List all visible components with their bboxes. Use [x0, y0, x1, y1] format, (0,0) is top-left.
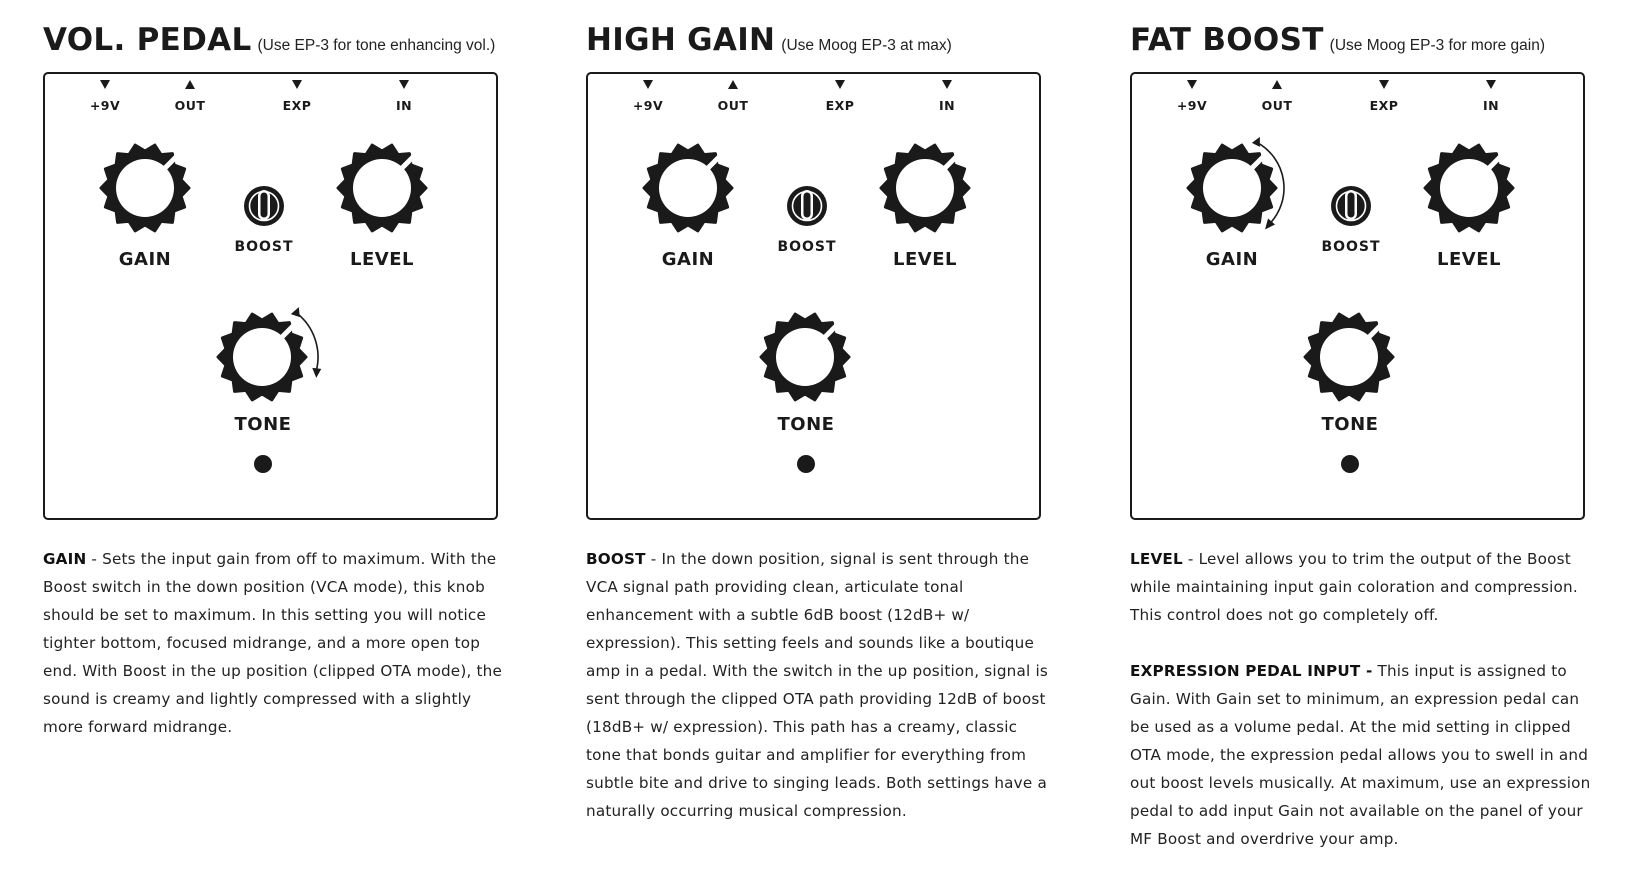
tone-knob[interactable] — [761, 314, 849, 400]
gain-knob[interactable] — [101, 145, 189, 231]
pedal-panel — [1130, 72, 1585, 520]
down-arrow-icon — [643, 80, 653, 89]
tone-knob[interactable] — [1305, 314, 1393, 400]
up-arrow-icon — [185, 80, 195, 89]
tone-knob[interactable] — [218, 314, 306, 400]
boost-toggle-switch[interactable] — [1331, 186, 1371, 226]
panel-description — [586, 545, 1056, 825]
down-arrow-icon — [399, 80, 409, 89]
description-paragraph — [1130, 545, 1600, 629]
description-lead: GAIN — [43, 550, 87, 568]
panel-subtitle: (Use Moog EP-3 at max) — [781, 37, 952, 54]
pedal-graphic — [1132, 74, 1587, 522]
jack-label-exp: EXP — [825, 98, 855, 113]
down-arrow-icon — [100, 80, 110, 89]
pedal-graphic — [588, 74, 1043, 522]
boost-label: BOOST — [1321, 239, 1381, 255]
description-text: This input is assigned to Gain. With Gain set to minimum, an expression pedal can be used as a volume pedal. At the mid setting in clipped OTA mode, the expression pedal allows you to swell in and out boost levels musically. At maximum, use an expression pedal to add input Gain not available on the panel of your MF Boost and overdrive your amp. — [1130, 662, 1591, 848]
description-lead: BOOST — [586, 550, 646, 568]
level-label: LEVEL — [893, 249, 957, 270]
down-arrow-icon — [292, 80, 302, 89]
level-label: LEVEL — [350, 249, 414, 270]
boost-label: BOOST — [777, 239, 837, 255]
gain-label: GAIN — [118, 249, 172, 270]
down-arrow-icon — [942, 80, 952, 89]
jack-label-out: OUT — [717, 98, 749, 113]
panel-description — [1130, 545, 1600, 853]
jack-label-9v: +9V — [89, 98, 121, 113]
down-arrow-icon — [1187, 80, 1197, 89]
panel-subtitle: (Use EP-3 for tone enhancing vol.) — [257, 37, 496, 54]
jack-label-exp: EXP — [1369, 98, 1399, 113]
pedal-panel — [43, 72, 498, 520]
gain-knob[interactable] — [644, 145, 732, 231]
boost-label: BOOST — [234, 239, 294, 255]
jack-label-9v: +9V — [632, 98, 664, 113]
panel-subtitle: (Use Moog EP-3 for more gain) — [1329, 37, 1546, 54]
jack-label-in: IN — [1482, 98, 1500, 113]
description-text: - In the down position, signal is sent through the VCA signal path providing clean, articulate tonal enhancement with a subtle 6dB boost (12dB+ w/ expression). This setting feels and sounds like a boutique amp in a pedal. With the switch in the up position, signal is sent through the clipped OTA path providing 12dB of boost (18dB+ w/ expression). This path has a creamy, classic tone that bonds guitar and amplifier for everything from subtle bite and drive to singing leads. Both settings have a naturally occurring musical compression. — [586, 550, 1048, 820]
panel-title: FAT BOOST — [1130, 22, 1324, 58]
level-knob[interactable] — [881, 145, 969, 231]
pedal-graphic — [45, 74, 500, 522]
level-label: LEVEL — [1437, 249, 1501, 270]
level-knob[interactable] — [1425, 145, 1513, 231]
panel-title: VOL. PEDAL — [43, 22, 252, 58]
status-led — [797, 455, 815, 473]
status-led — [254, 455, 272, 473]
description-paragraph — [43, 545, 513, 741]
description-paragraph — [1130, 657, 1600, 853]
level-knob[interactable] — [338, 145, 426, 231]
jack-label-in: IN — [938, 98, 956, 113]
down-arrow-icon — [835, 80, 845, 89]
tone-label: TONE — [1321, 414, 1379, 435]
panel-title: HIGH GAIN — [586, 22, 776, 58]
status-led — [1341, 455, 1359, 473]
panel-column-high-gain — [586, 0, 1056, 888]
boost-toggle-switch[interactable] — [787, 186, 827, 226]
jack-label-in: IN — [395, 98, 413, 113]
panel-column-fat-boost — [1130, 0, 1600, 888]
panel-column-vol-pedal — [43, 0, 513, 888]
boost-toggle-switch[interactable] — [244, 186, 284, 226]
pedal-panel — [586, 72, 1041, 520]
tone-label: TONE — [777, 414, 835, 435]
description-paragraph — [586, 545, 1056, 825]
panel-heading — [1130, 22, 1545, 58]
gain-label: GAIN — [1205, 249, 1259, 270]
down-arrow-icon — [1486, 80, 1496, 89]
jack-label-out: OUT — [174, 98, 206, 113]
gain-knob[interactable] — [1188, 145, 1276, 231]
jack-label-exp: EXP — [282, 98, 312, 113]
description-lead: EXPRESSION PEDAL INPUT - — [1130, 662, 1373, 680]
panel-description — [43, 545, 513, 741]
up-arrow-icon — [728, 80, 738, 89]
panel-heading — [586, 22, 952, 58]
description-text: - Sets the input gain from off to maximum. With the Boost switch in the down position (VCA mode), this knob should be set to maximum. In this setting you will notice tighter bottom, focused midrange, and a more open top end. With Boost in the up position (clipped OTA mode), the sound is creamy and lightly compressed with a slightly more forward midrange. — [43, 550, 503, 736]
gain-label: GAIN — [661, 249, 715, 270]
description-lead: LEVEL — [1130, 550, 1183, 568]
description-text: - Level allows you to trim the output of the Boost while maintaining input gain coloration and compression. This control does not go completely off. — [1130, 550, 1578, 624]
tone-label: TONE — [234, 414, 292, 435]
down-arrow-icon — [1379, 80, 1389, 89]
jack-label-9v: +9V — [1176, 98, 1208, 113]
jack-label-out: OUT — [1261, 98, 1293, 113]
up-arrow-icon — [1272, 80, 1282, 89]
panel-heading — [43, 22, 495, 58]
